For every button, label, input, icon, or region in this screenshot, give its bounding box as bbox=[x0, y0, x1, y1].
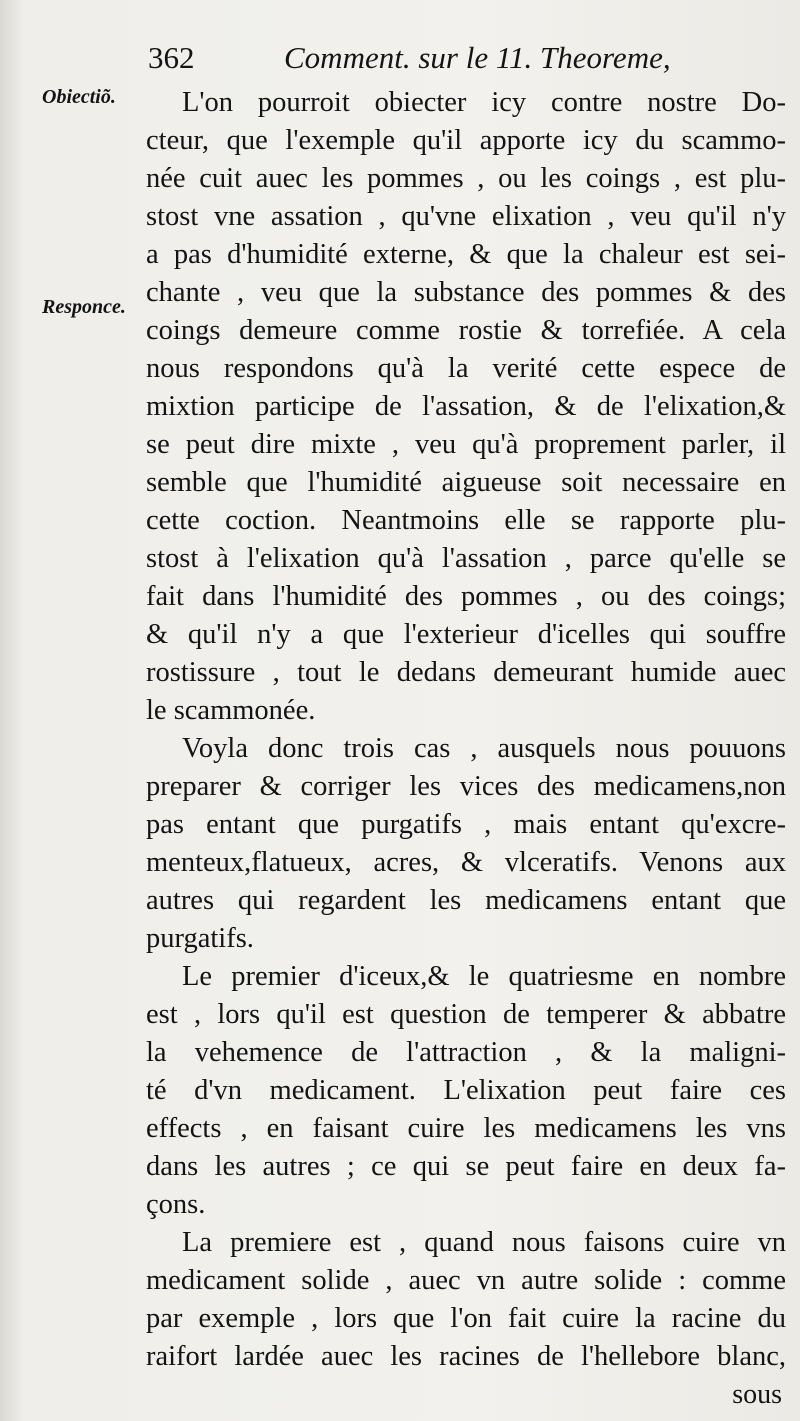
text-line: medicament solide , auec vn autre solide : comme bbox=[146, 1265, 786, 1296]
page-number: 362 bbox=[148, 40, 195, 75]
text-line: cette coction. Neantmoins elle se rapporte plu- bbox=[146, 505, 786, 536]
text-line: Voyla donc trois cas , ausquels nous pouuons bbox=[182, 733, 786, 764]
text-line: est , lors qu'il est question de temperer & abbatre bbox=[146, 999, 786, 1030]
running-title: Comment. sur le 11. Theoreme, bbox=[284, 40, 671, 75]
margin-note-objection: Obiectiõ. bbox=[42, 86, 116, 108]
text-line: coings demeure comme rostie & torrefiée. A cela bbox=[146, 315, 786, 346]
text-line: par exemple , lors que l'on fait cuire la racine du bbox=[146, 1303, 786, 1334]
text-line: née cuit auec les pommes , ou les coings , est plu- bbox=[146, 163, 786, 194]
text-line: preparer & corriger les vices des medicamens,non bbox=[146, 771, 786, 802]
text-line: semble que l'humidité aigueuse soit necessaire en bbox=[146, 467, 786, 498]
text-line: dans les autres ; ce qui se peut faire en deux fa- bbox=[146, 1151, 786, 1182]
text-line: menteux,flatueux, acres, & vlceratifs. Venons aux bbox=[146, 847, 786, 878]
text-line: stost à l'elixation qu'à l'assation , parce qu'elle se bbox=[146, 543, 786, 574]
text-line: çons. bbox=[146, 1189, 206, 1220]
text-line: L'on pourroit obiecter icy contre nostre Do- bbox=[182, 87, 786, 118]
text-line: cteur, que l'exemple qu'il apporte icy du scammo- bbox=[146, 125, 786, 156]
text-line: effects , en faisant cuire les medicamens les vns bbox=[146, 1113, 786, 1144]
text-line: autres qui regardent les medicamens entant que bbox=[146, 885, 786, 916]
text-line: rostissure , tout le dedans demeurant humide auec bbox=[146, 657, 786, 688]
text-line: purgatifs. bbox=[146, 923, 254, 954]
text-line: fait dans l'humidité des pommes , ou des coings; bbox=[146, 581, 786, 612]
text-line: stost vne assation , qu'vne elixation , veu qu'il n'y bbox=[146, 201, 786, 232]
text-line: chante , veu que la substance des pommes & des bbox=[146, 277, 786, 308]
text-line: a pas d'humidité externe, & que la chaleur est sei- bbox=[146, 239, 786, 270]
text-line: mixtion participe de l'assation, & de l'elixation,& bbox=[146, 391, 786, 422]
catchword: sous bbox=[732, 1379, 782, 1410]
body-text bbox=[146, 84, 786, 1414]
text-line: le scammonée. bbox=[146, 695, 316, 726]
text-line: té d'vn medicament. L'elixation peut faire ces bbox=[146, 1075, 786, 1106]
text-line: se peut dire mixte , veu qu'à proprement parler, il bbox=[146, 429, 786, 460]
text-line: Le premier d'iceux,& le quatriesme en nombre bbox=[182, 961, 786, 992]
text-line: & qu'il n'y a que l'exterieur d'icelles qui souffre bbox=[146, 619, 786, 650]
text-line: pas entant que purgatifs , mais entant qu'excre- bbox=[146, 809, 786, 840]
page-header bbox=[148, 40, 788, 86]
margin-note-response: Responce. bbox=[42, 296, 126, 318]
text-line: La premiere est , quand nous faisons cuire vn bbox=[182, 1227, 786, 1258]
text-line: nous respondons qu'à la verité cette espece de bbox=[146, 353, 786, 384]
text-line: la vehemence de l'attraction , & la maligni- bbox=[146, 1037, 786, 1068]
text-line: raifort lardée auec les racines de l'hellebore blanc, bbox=[146, 1341, 786, 1372]
